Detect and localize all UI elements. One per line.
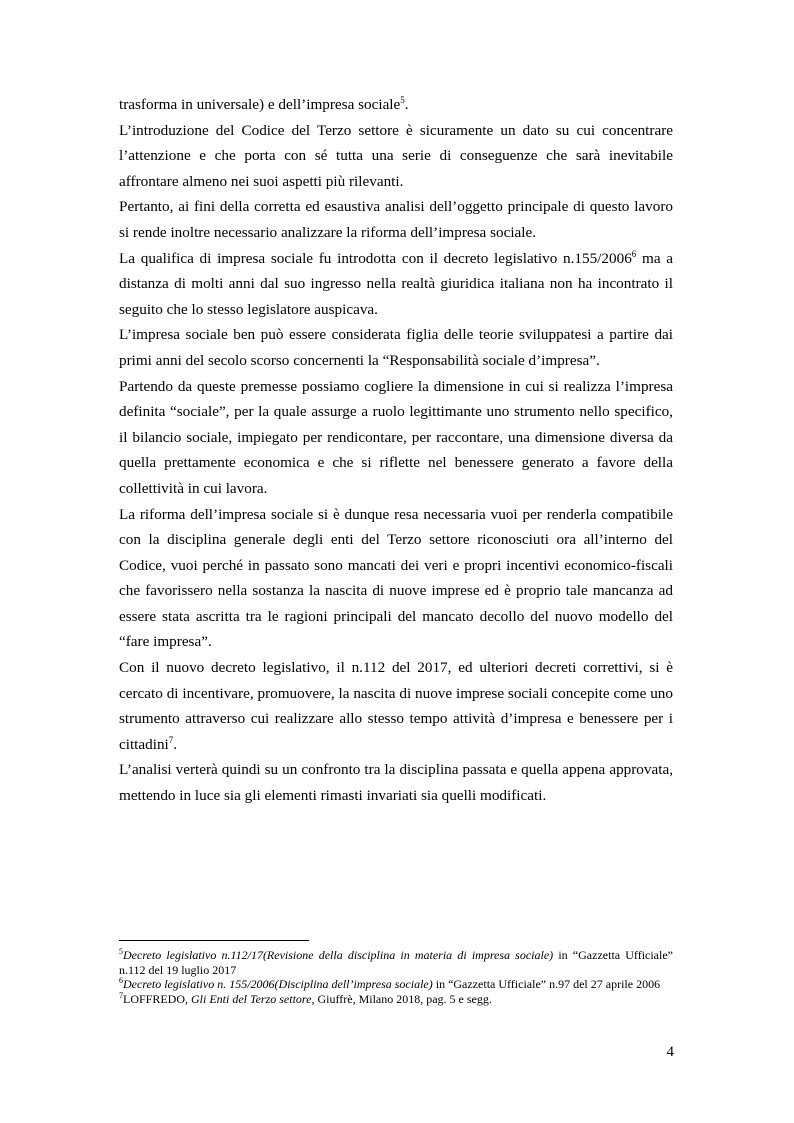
footnote-ref-7[interactable]: 7 bbox=[168, 734, 174, 745]
footnote-ref-5[interactable]: 5 bbox=[400, 94, 405, 105]
paragraph-riforma: La riforma dell’impresa sociale si è dunque resa necessaria vuoi per renderla compatibile con la disciplina generale degli enti del Terzo settore riconosciuti ora all’interno del Codice, vuoi perché in passato sono mancati dei veri e propri incentivi economico-fiscali che favorissero nella sostanza la nascita di nuove imprese ed è proprio tale mancanza ad essere stata ascritta tra le ragioni principali del mancato decollo del nuovo modello del “fare impresa”. bbox=[119, 505, 673, 651]
footnote-6: $^6$Decreto legislativo n. 155/2006(Disciplina dell’impresa sociale) in “Gazzetta Ufficiale” n.97 del 27 aprile 2006 bbox=[119, 976, 661, 991]
paragraph-qualifica-impresa-sociale: La qualifica di impresa sociale fu introdotta con il decreto legislativo n.155/2006$^6$ ma a distanza di molti anni dal suo ingresso nella realtà giuridica italiana non ha incontrato il seguito che lo stesso legislatore auspicava. bbox=[119, 248, 674, 318]
footnote-7: $^7$LOFFREDO, Gli Enti del Terzo settore, Giuffrè, Milano 2018, pag. 5 e segg. bbox=[119, 990, 492, 1006]
page-number: 4 bbox=[666, 1044, 674, 1060]
paragraph-analisi: L’analisi verterà quindi su un confronto tra la disciplina passata e quella appena approvata, mettendo in luce sia gli elementi rimasti invariati sia quelli modificati. bbox=[119, 761, 673, 805]
paragraph-pertanto: Pertanto, ai fini della corretta ed esaustiva analisi dell’oggetto principale di questo lavoro si rende inoltre necessario analizzare la riforma dell’impresa sociale. bbox=[119, 198, 673, 241]
paragraph-responsabilita-sociale: L’impresa sociale ben può essere considerata figlia delle teorie sviluppatesi a partire dai primi anni del secolo scorso concernenti la “Responsabilità sociale d’impresa”. bbox=[119, 326, 673, 369]
footnote-5: $^5$Decreto legislativo n.112/17(Revisione della disciplina in materia di impresa sociale) in “Gazzetta Ufficiale” n.112 del 19 luglio 2017 bbox=[119, 947, 673, 977]
body-text bbox=[119, 92, 673, 809]
footnote-ref-6[interactable]: 6 bbox=[631, 248, 637, 259]
paragraph-continuation: trasforma in universale) e dell’impresa sociale$^5$. bbox=[119, 94, 409, 113]
footnote-divider bbox=[119, 940, 309, 941]
paragraph-nuovo-decreto: Con il nuovo decreto legislativo, il n.112 del 2017, ed ulteriori decreti correttivi, si è cercato di incentivare, promuovere, la nascita di nuove imprese sociali concepite come uno strumento attraverso cui realizzare allo stesso tempo attività d’impresa e benessere per i cittadini$^7$. bbox=[119, 659, 673, 753]
paragraph-codice-terzo-settore: L’introduzione del Codice del Terzo settore è sicuramente un dato su cui concentrare l’attenzione e che porta con sé tutta una serie di conseguenze che sarà inevitabile affrontare almeno nei suoi aspetti più rilevanti. bbox=[119, 121, 673, 190]
footnotes bbox=[119, 948, 673, 1006]
paragraph-premesse: Partendo da queste premesse possiamo cogliere la dimensione in cui si realizza l’impresa definita “sociale”, per la quale assurge a ruolo legittimante uno strumento nello specifico, il bilancio sociale, impiegato per rendicontare, per raccontare, una dimensione diversa da quella prettamente economica e che si riflette nel benessere generato a favore della collettività in cui lavora. bbox=[119, 377, 673, 497]
